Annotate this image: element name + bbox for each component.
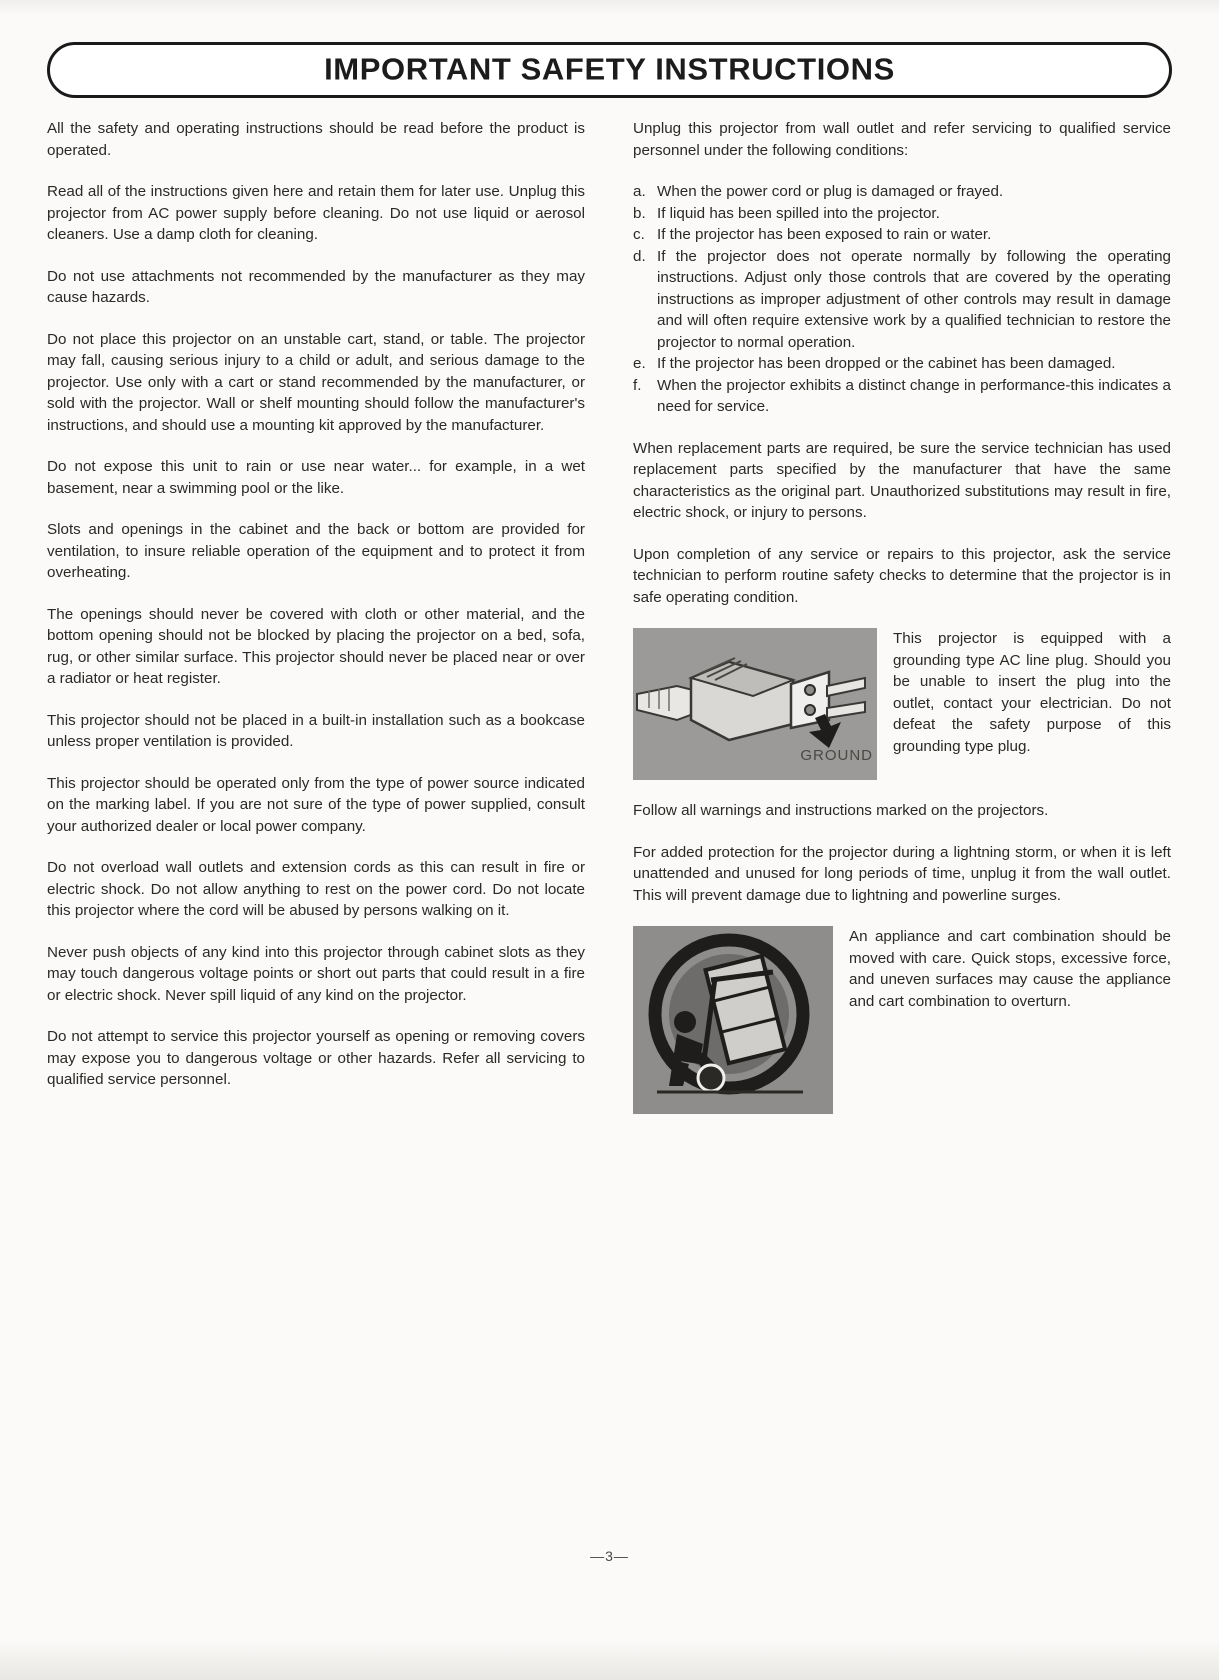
list-item-marker: d. [633,247,646,265]
paragraph: Read all of the instructions given here and retain them for later use. Unplug this projector from AC power supply before cleaning. Do not use liquid or aerosol cleaners. Use a damp cloth for cleaning. [47,183,585,243]
no-cart-symbol-illustration [633,926,833,1114]
page-header-banner [47,42,1172,98]
list-item-text: If liquid has been spilled into the projector. [657,204,940,222]
paragraph: Do not place this projector on an unstable cart, stand, or table. The projector may fall, causing serious injury to a child or adult, and serious damage to the projector. Use only with a cart or stand recommended by the manufacturer, or sold with the projector. Wall or shelf mounting should follow the manufacturer's instructions, and should use a mounting kit approved by the manufacturer. [47,330,585,434]
list-item-marker: c. [633,226,645,243]
list-item-marker: f. [633,376,642,394]
paragraph: Do not expose this unit to rain or use near water... for example, in a wet basement, near a swimming pool or the like. [47,458,585,497]
servicing-conditions-list [633,181,1171,418]
cart-warning-figure-block [633,926,1171,1114]
paragraph: Do not attempt to service this projector yourself as opening or removing covers may expose you to dangerous voltage or other hazards. Refer all servicing to qualified service personnel. [47,1028,585,1088]
list-item-text: If the projector has been exposed to rain or water. [657,226,992,243]
grounding-plug-caption: This projector is equipped with a grounding type AC line plug. Should you be unable to insert the plug into the outlet, contact your electrician. Do not defeat the safety purpose of this grounding type plug. [893,630,1171,755]
list-item-text: If the projector has been dropped or the cabinet has been damaged. [657,355,1116,372]
page-title: IMPORTANT SAFETY INSTRUCTIONS [324,51,895,87]
ground-label: GROUND [800,747,873,764]
list-item [633,224,1171,246]
list-item [633,246,1171,354]
paragraph: Do not use attachments not recommended by the manufacturer as they may cause hazards. [47,267,585,306]
list-item-text: If the projector does not operate normally by following the operating instructions. Adjust only those controls that are covered by the operating instructions as improper adjustment of other controls may result in damage and will often require extensive work by a qualified technician to restore the projector to normal operation. [657,247,1171,351]
paragraph: For added protection for the projector during a lightning storm, or when it is left unattended and unused for long periods of time, unplug it from the wall outlet. This will prevent damage due to lightning and powerline surges. [633,843,1171,904]
grounding-plug-image [633,628,877,780]
paragraph: This projector should not be placed in a built-in installation such as a bookcase unless proper ventilation is provided. [47,711,585,750]
left-column [47,118,585,1134]
list-item [633,375,1171,418]
paragraph: All the safety and operating instructions should be read before the product is operated. [47,120,585,159]
paragraph: Follow all warnings and instructions marked on the projectors. [633,802,1049,819]
paragraph: Do not overload wall outlets and extension cords as this can result in fire or electric shock. Do not allow anything to rest on the power cord. Do not locate this projector where the cord will be abused by persons walking on it. [47,859,585,919]
list-item [633,353,1171,375]
right-column [633,118,1171,1134]
cart-warning-image [633,926,833,1114]
list-item-text: When the power cord or plug is damaged or frayed. [657,183,1004,200]
list-item-marker: b. [633,204,646,222]
list-item [633,181,1171,203]
paragraph: Slots and openings in the cabinet and the back or bottom are provided for ventilation, to insure reliable operation of the equipment and to protect it from overheating. [47,521,585,581]
paragraph: The openings should never be covered with cloth or other material, and the bottom opening should not be blocked by placing the projector on a bed, sofa, rug, or other similar surface. This projector should never be placed near or over a radiator or heat register. [47,605,585,687]
page-content [47,42,1172,1582]
grounding-plug-figure-block [633,628,1171,780]
paragraph: When replacement parts are required, be sure the service technician has used replacement parts specified by the manufacturer that have the same characteristics as the original part. Unauthorized substitutions may result in fire, electric shock, or injury to persons. [633,439,1171,521]
page-number: —3— [590,1548,629,1564]
cart-warning-caption: An appliance and cart combination should be moved with care. Quick stops, excessive force, and uneven surfaces may cause the appliance and cart combination to overturn. [849,928,1171,1010]
list-item [633,203,1171,225]
list-item-marker: e. [633,355,646,372]
two-column-body [47,118,1172,1134]
paragraph: Unplug this projector from wall outlet and refer servicing to qualified service personnel under the following conditions: [633,120,1171,159]
paragraph: This projector should be operated only from the type of power source indicated on the marking label. If you are not sure of the type of power supplied, consult your authorized dealer or local power company. [47,774,585,835]
list-item-marker: a. [633,183,646,200]
paragraph: Never push objects of any kind into this projector through cabinet slots as they may touch dangerous voltage points or short out parts that could result in a fire or electric shock. Never spill liquid of any kind on the projector. [47,943,585,1004]
paragraph: Upon completion of any service or repairs to this projector, ask the service technician to perform routine safety checks to determine that the projector is in safe operating condition. [633,545,1171,606]
list-item-text: When the projector exhibits a distinct change in performance-this indicates a need for service. [657,376,1171,415]
